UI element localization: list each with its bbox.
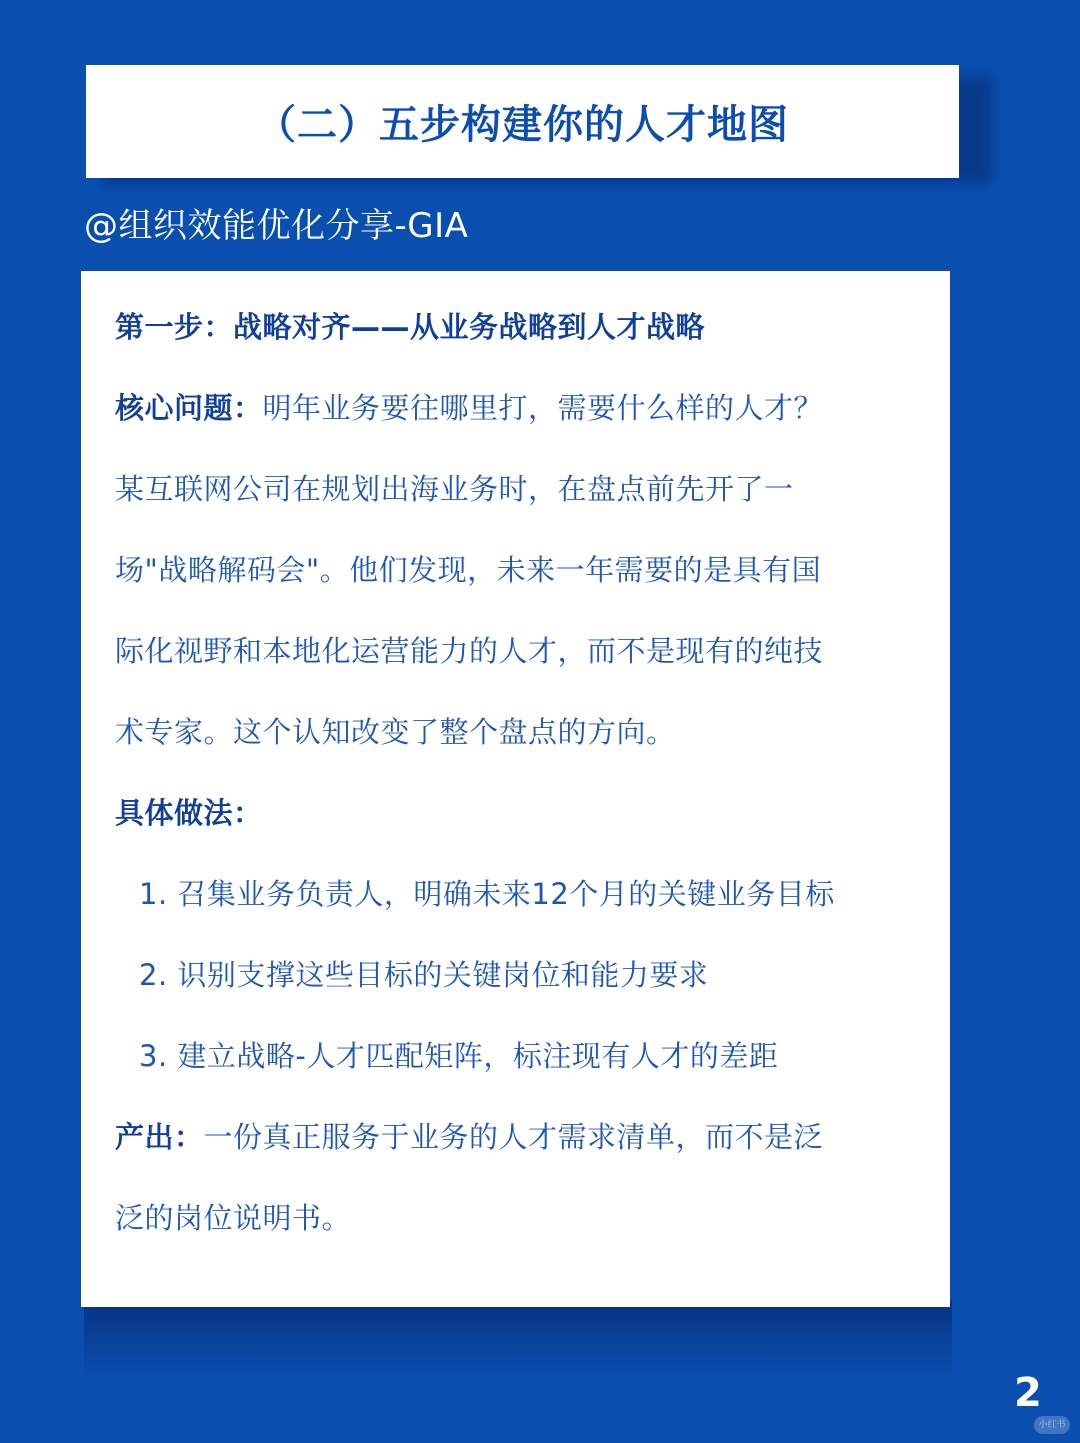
method-item: 3. 建立战略-人才匹配矩阵，标注现有人才的差距	[139, 1039, 779, 1073]
title-banner	[86, 65, 959, 178]
core-question-label: 核心问题：	[115, 391, 263, 425]
output-label: 产出：	[115, 1120, 204, 1154]
output-line: 泛的岗位说明书。	[115, 1201, 352, 1235]
content-card	[81, 271, 950, 1307]
card-content	[115, 296, 925, 1268]
method-item: 1. 召集业务负责人，明确未来12个月的关键业务目标	[139, 877, 835, 911]
core-question	[115, 377, 925, 458]
method-label: 具体做法：	[115, 796, 263, 830]
watermark-logo: 小红书	[1034, 1416, 1070, 1434]
card-shadow	[84, 1300, 952, 1380]
output-line	[115, 1106, 925, 1187]
page-title: （二）五步构建你的人才地图	[256, 102, 789, 148]
page-number: 2	[1014, 1370, 1042, 1416]
case-line: 际化视野和本地化运营能力的人才，而不是现有的纯技	[115, 634, 824, 668]
case-line: 术专家。这个认知改变了整个盘点的方向。	[115, 715, 676, 749]
output-text: 一份真正服务于业务的人才需求清单，而不是泛	[203, 1120, 824, 1154]
case-line: 场"战略解码会"。他们发现，未来一年需要的是具有国	[115, 553, 822, 587]
method-item: 2. 识别支撑这些目标的关键岗位和能力要求	[139, 958, 709, 992]
step-title: 第一步：战略对齐——从业务战略到人才战略	[115, 310, 706, 344]
author-handle: @组织效能优化分享-GIA	[84, 206, 469, 246]
core-question-text: 明年业务要往哪里打，需要什么样的人才？	[262, 391, 824, 425]
case-line: 某互联网公司在规划出海业务时，在盘点前先开了一	[115, 472, 794, 506]
